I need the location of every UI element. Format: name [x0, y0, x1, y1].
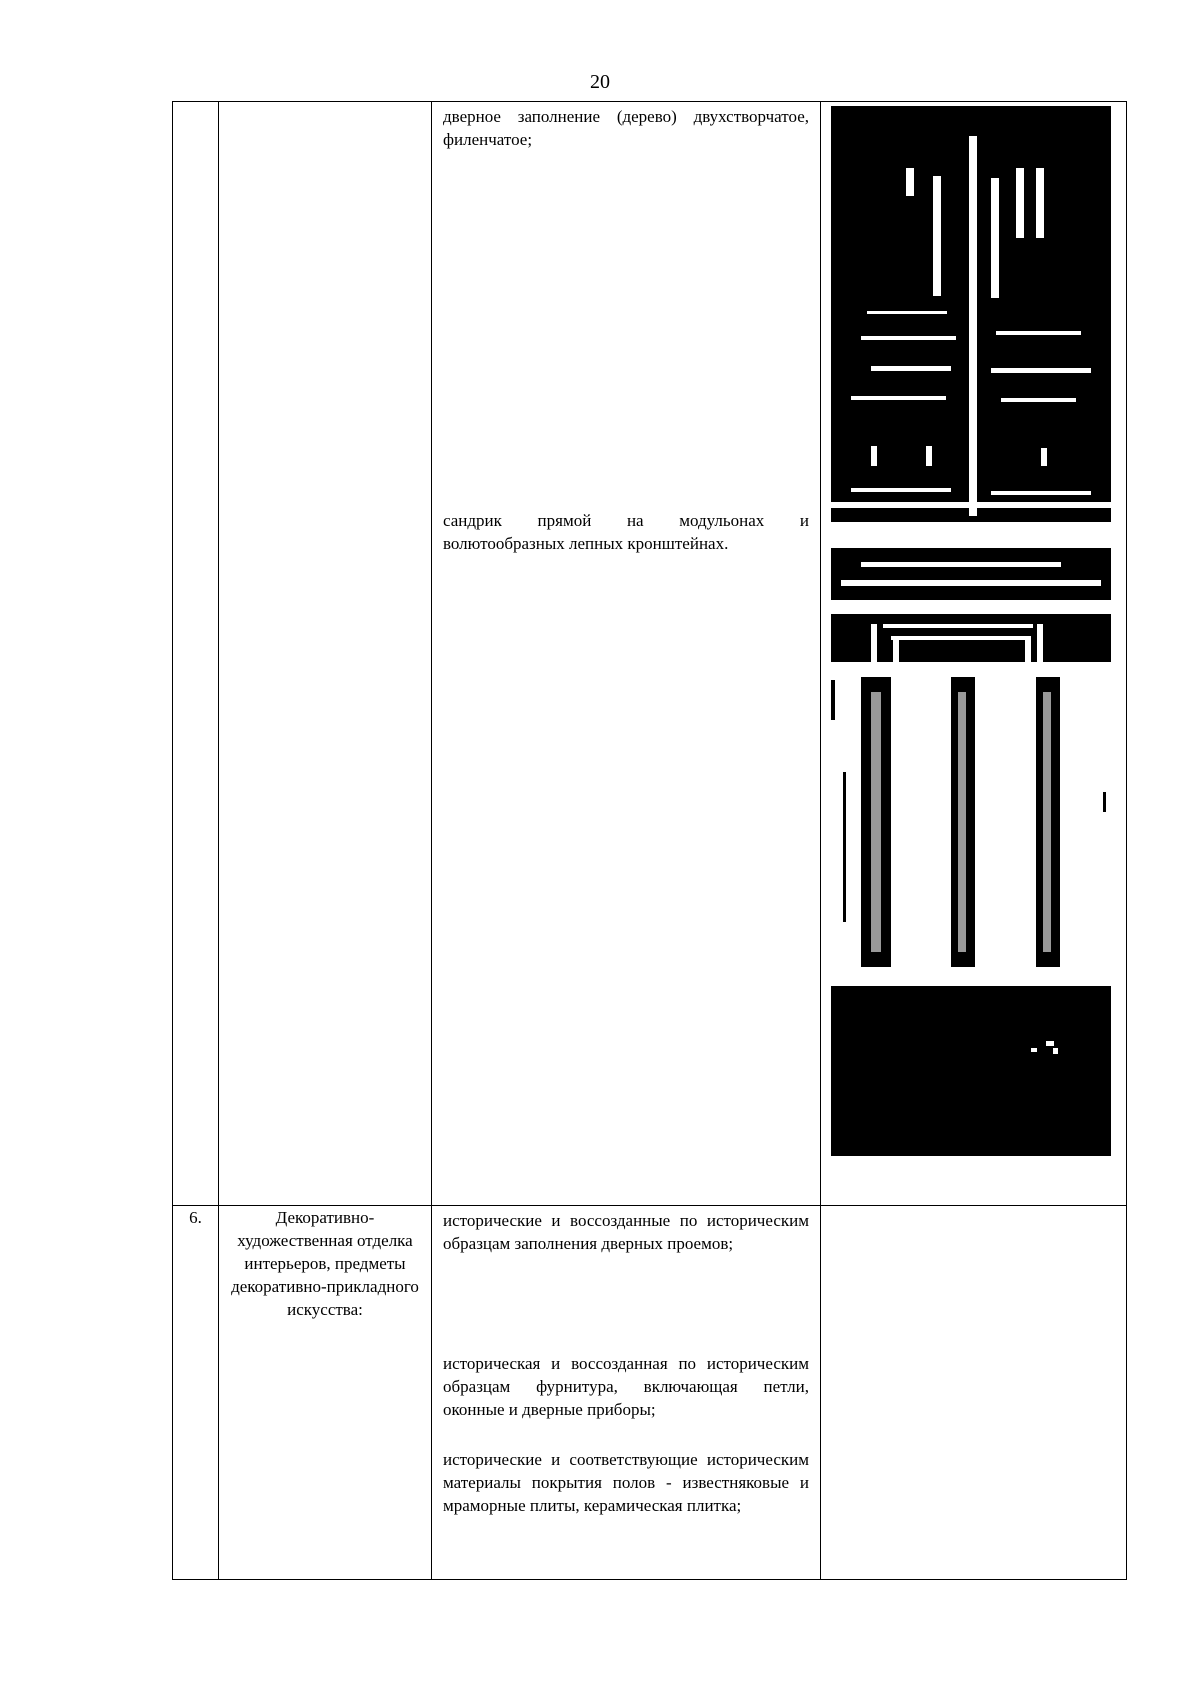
subject-text: Декоративно-художественная отделка интерьеров, предметы декоративно-прикладного искусства:	[219, 1206, 432, 1580]
row-number: 6.	[173, 1206, 219, 1580]
list-item: исторические и соответствующие историческим материалы покрытия полов - известняковые и мраморные плиты, керамическая плитка;	[443, 1450, 809, 1515]
protection-subject-table	[172, 101, 1127, 1580]
description-cell	[432, 1206, 821, 1580]
table-row	[173, 102, 1127, 1206]
sandrik-photo	[831, 540, 1111, 662]
description-cell	[432, 102, 821, 1206]
ornament-photo	[831, 672, 1111, 972]
table-row	[173, 1206, 1127, 1580]
door-photo	[831, 106, 1111, 522]
dark-photo	[831, 986, 1111, 1156]
photo-cell	[821, 1206, 1127, 1580]
number-cell	[173, 102, 219, 1206]
list-item: сандрик прямой на модульонах и волютообразных лепных кронштейнах.	[443, 511, 809, 553]
list-item: историческая и воссозданная по историческим образцам фурнитура, включающая петли, оконные и дверные приборы;	[443, 1354, 809, 1419]
list-item: исторические и воссозданные по историческим образцам заполнения дверных проемов;	[443, 1211, 809, 1253]
photo-cell	[821, 102, 1127, 1206]
page-number: 20	[590, 71, 610, 93]
subject-cell	[219, 102, 432, 1206]
list-item: дверное заполнение (дерево) двухстворчатое, филенчатое;	[443, 107, 809, 149]
